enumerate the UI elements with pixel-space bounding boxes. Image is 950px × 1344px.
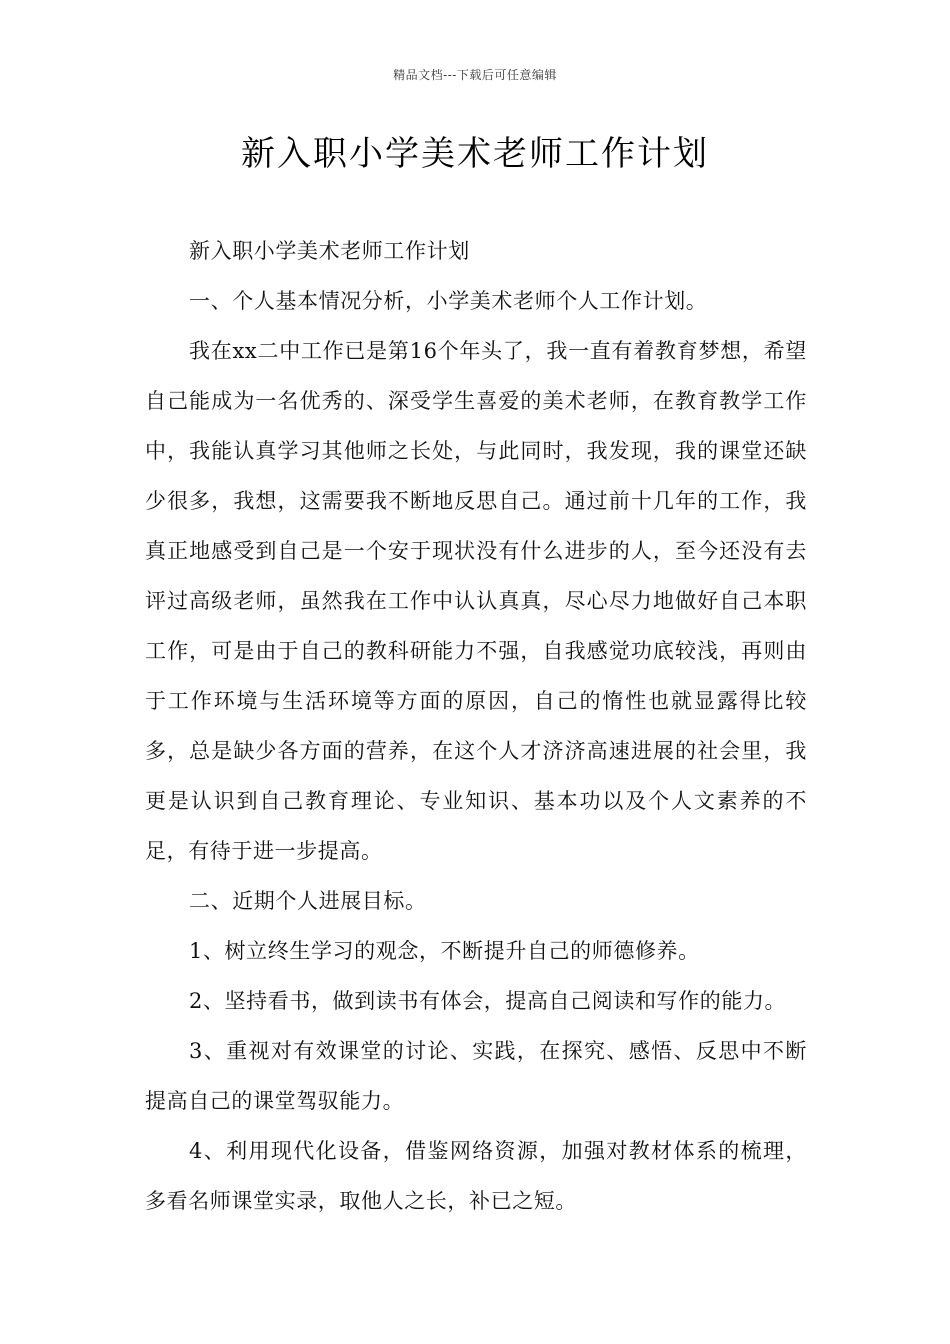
paragraph-goal-4: 4、利用现代化设备，借鉴网络资源，加强对教材体系的梳理，多看名师课堂实录，取他人之长，补已之短。: [145, 1139, 807, 1213]
paragraph-goal-1: 1、树立终生学习的观念，不断提升自己的师德修养。: [189, 939, 700, 963]
paragraph-subtitle: 新入职小学美术老师工作计划: [189, 239, 470, 263]
paragraph-section-1-heading: 一、个人基本情况分析，小学美术老师个人工作计划。: [189, 289, 708, 313]
paragraph-section-2-heading: 二、近期个人进展目标。: [189, 889, 427, 913]
document-body: [145, 226, 807, 1226]
header-watermark: 精品文档---下载后可任意编辑: [393, 68, 557, 82]
document-title: 新入职小学美术老师工作计划: [241, 134, 709, 174]
paragraph-self-analysis: 我在xx二中工作已是第16个年头了，我一直有着教育梦想，希望自己能成为一名优秀的、深受学生喜爱的美术老师，在教育教学工作中，我能认真学习其他师之长处，与此同时，我发现，我的课堂还缺少很多，我想，这需要我不断地反思自己。通过前十几年的工作，我真正地感受到自己是一个安于现状没有什么进步的人，至今还没有去评过高级老师，虽然我在工作中认认真真，尽心尽力地做好自己本职工作，可是由于自己的教科研能力不强，自我感觉功底较浅，再则由于工作环境与生活环境等方面的原因，自己的惰性也就显露得比较多，总是缺少各方面的营养，在这个人才济济高速进展的社会里，我更是认识到自己教育理论、专业知识、基本功以及个人文素养的不足，有待于进一步提高。: [145, 339, 807, 863]
paragraph-goal-2: 2、坚持看书，做到读书有体会，提高自己阅读和写作的能力。: [189, 989, 787, 1013]
paragraph-goal-3: 3、重视对有效课堂的讨论、实践，在探究、感悟、反思中不断提高自己的课堂驾驭能力。: [145, 1039, 807, 1113]
